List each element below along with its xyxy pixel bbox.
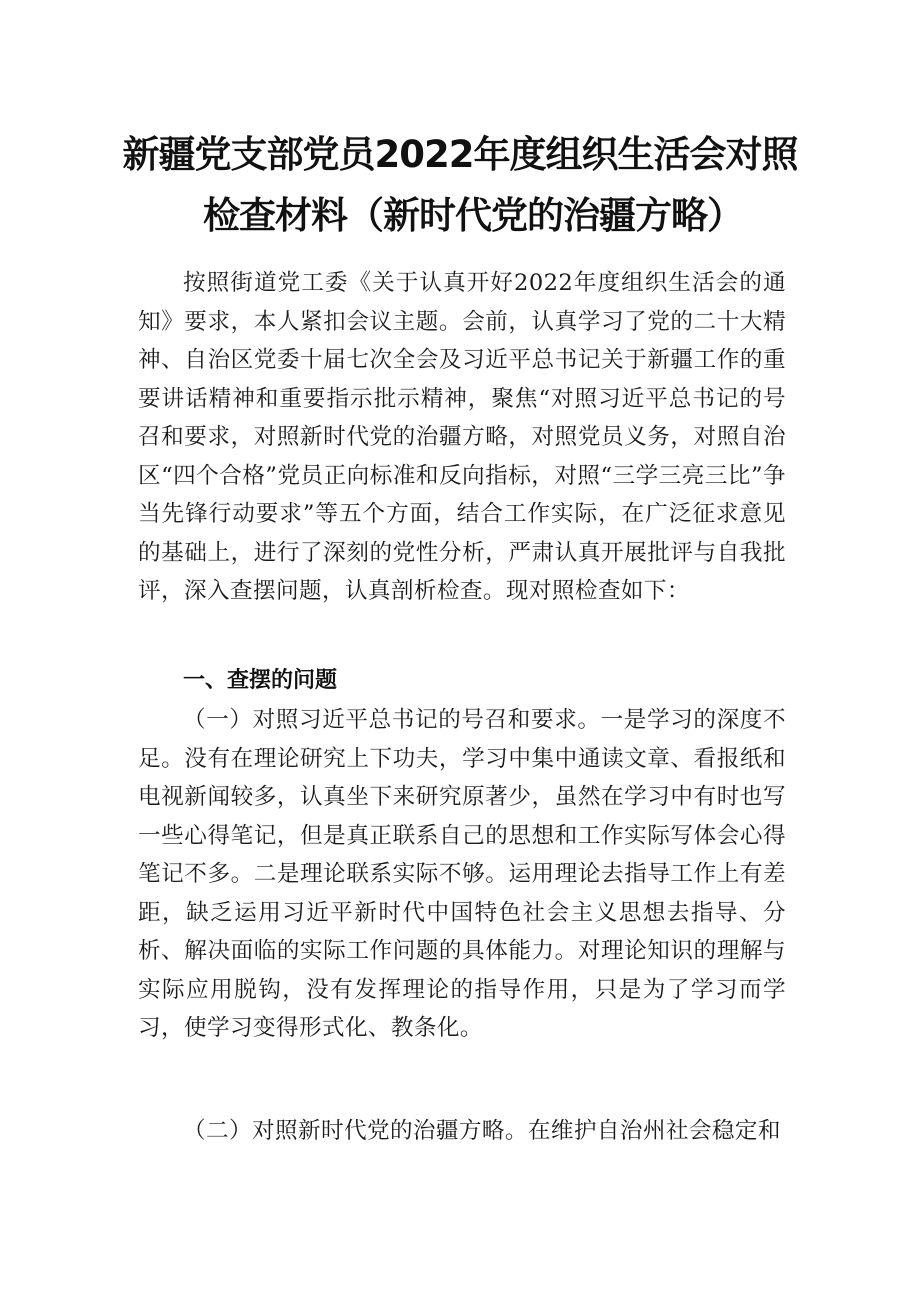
problem-item-1-paragraph: （一）对照习近平总书记的号召和要求。一是学习的深度不足。没有在理论研究上下功夫，学习中集中通读文章、看报纸和电视新闻较多，认真坐下来研究原著少，虽然在学习中有时也写一些心得笔记，但是真正联系自己的思想和工作实际写体会心得笔记不多。二是理论联系实际不够。运用理论去指导工作上有差距，缺乏运用习近平新时代中国特色社会主义思想去指导、分析、解决面临的实际工作问题的具体能力。对理论知识的理解与实际应用脱钩，没有发挥理论的指导作用，只是为了学习而学习，使学习变得形式化、教条化。 [138,707,786,1041]
document-title-line-2: 检查材料（新时代党的治疆方略） [203,194,743,237]
section-heading-problems: 一、查摆的问题 [183,668,338,693]
problem-item-2-paragraph: （二）对照新时代党的治疆方略。在维护自治州社会稳定和 [183,1118,781,1144]
intro-paragraph: 按照街道党工委《关于认真开好2022年度组织生活会的通知》要求，本人紧扣会议主题。会前，认真学习了党的二十大精神、自治区党委十届七次全会及习近平总书记关于新疆工作的重要讲话精神和重要指示批示精神，聚焦“对照习近平总书记的号召和要求，对照新时代党的治疆方略，对照党员义务，对照自治区“四个合格”党员正向标准和反向指标，对照“三学三亮三比”争当先锋行动要求”等五个方面，结合工作实际，在广泛征求意见的基础上，进行了深刻的党性分析，严肃认真开展批评与自我批评，深入查摆问题，认真剖析检查。现对照检查如下： [138,270,787,604]
document-title-line-1: 新疆党支部党员2022年度组织生活会对照 [122,133,798,176]
